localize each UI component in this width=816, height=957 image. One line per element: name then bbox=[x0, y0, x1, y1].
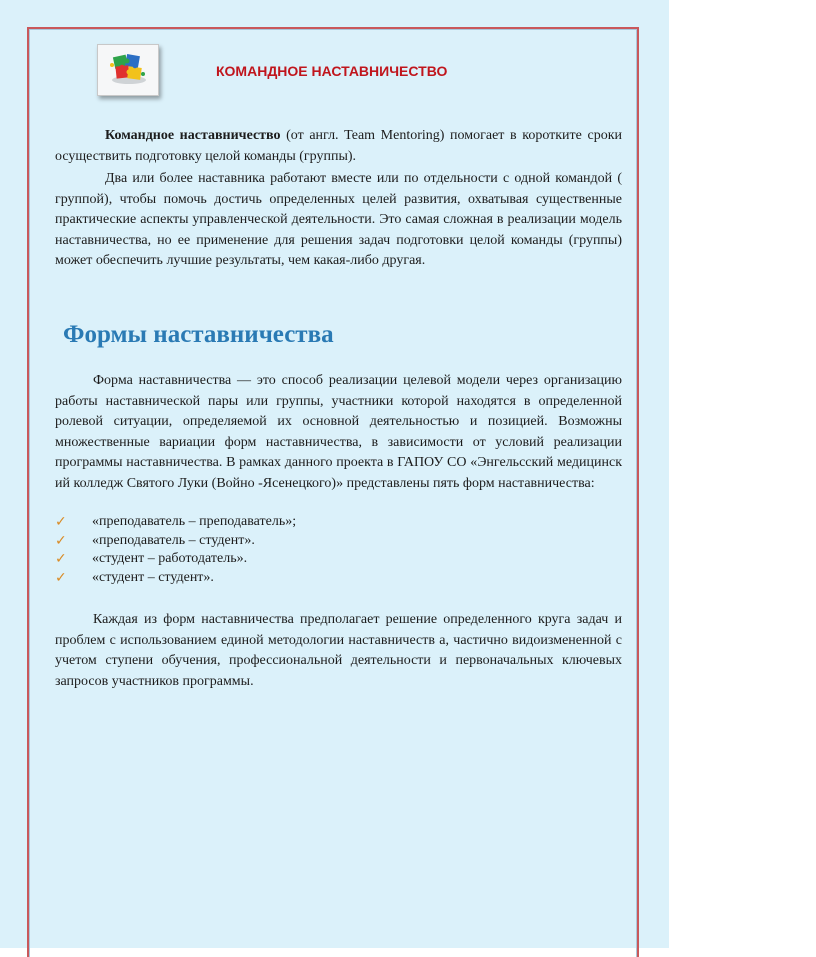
intro-paragraph bbox=[55, 126, 622, 167]
list-item bbox=[55, 569, 622, 588]
intro-definition: (от англ. Team Mentoring) помогает в коротките сроки осуществить подготовку целой команды (группы). bbox=[55, 128, 622, 164]
checkmark-icon: ✓ bbox=[55, 569, 67, 586]
forms-paragraph: Форма наставничества — это способ реализации целевой модели через организацию работы наставнической пары или группы, участники которой находятся в определенной ролевой ситуации, определяемой их основной деятельностью и позицией. Возможны множественные вариации форм наставничества, в зависимости от условий реализации программы наставничества. В рамках данного проекта в ГАПОУ СО «Энгельсский медицинск ий колледж Святого Луки (Войно -Ясенецкого)» представлены пять форм наставничества: bbox=[55, 373, 622, 491]
puzzle-team-logo-icon bbox=[97, 44, 159, 96]
checkmark-icon: ✓ bbox=[55, 514, 67, 530]
forms-list bbox=[55, 513, 622, 587]
list-item-text: «преподаватель – преподаватель»; bbox=[92, 514, 297, 529]
checkmark-icon: ✓ bbox=[55, 532, 67, 549]
closing-paragraph: Каждая из форм наставничества предполагает решение определенного круга задач и проблем с использованием единой методологии наставничеств а, частично видоизмененной с учетом ступени обучения, профессиональной деятельности и первоначальных ключевых запросов участников программы. bbox=[55, 612, 622, 689]
list-item bbox=[55, 550, 622, 569]
checkmark-icon: ✓ bbox=[55, 551, 67, 567]
list-item bbox=[55, 513, 622, 532]
list-item bbox=[55, 532, 622, 551]
page-title: КОМАНДНОЕ НАСТАВНИЧЕСТВО bbox=[216, 63, 448, 79]
team-mentoring-paragraph: Два или более наставника работают вместе или по отдельности с одной командой ( группой), чтобы помочь достичь определенных целей развития, охватывая существенные практические аспекты управленческой деятельности. Это самая сложная в реализации модель наставничества, но ее применение для решения задач подготовки целой команды (группы) может обеспечить лучшие результаты, чем какая-либо другая. bbox=[55, 171, 622, 268]
intro-term: Командное наставничество bbox=[105, 128, 281, 143]
forms-heading: Формы наставничества bbox=[63, 321, 334, 348]
list-item-text: «студент – работодатель». bbox=[92, 551, 248, 566]
list-item-text: «студент – студент». bbox=[92, 569, 214, 585]
list-item-text: «преподаватель – студент». bbox=[92, 532, 255, 548]
